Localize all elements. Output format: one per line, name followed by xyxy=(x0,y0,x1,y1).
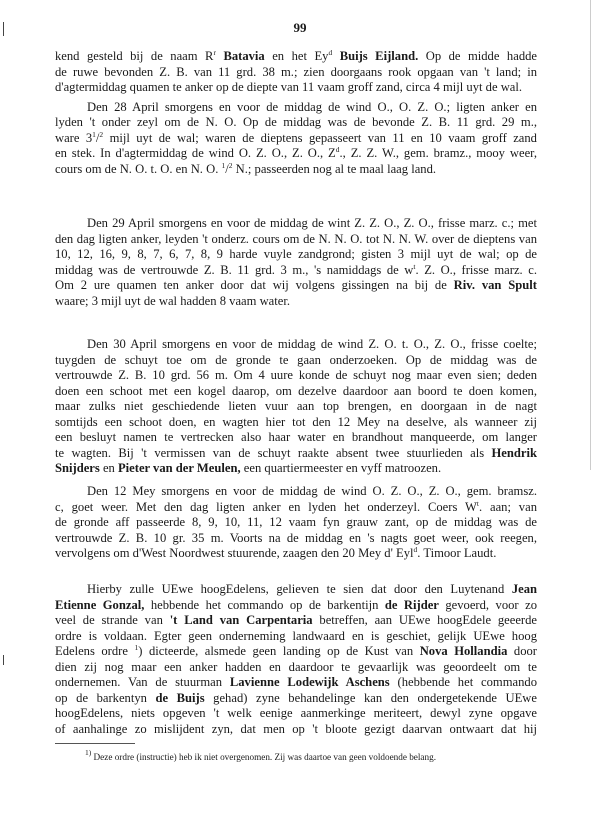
text-run: c, goet weer. Met den dag ligten anker en lyden het onderzeyl. Coers W xyxy=(55,499,477,514)
text-run: en het Ey xyxy=(264,49,329,63)
text-run: veel de strande van xyxy=(55,613,170,627)
text-line xyxy=(55,515,537,531)
text-line xyxy=(55,582,537,598)
text-line xyxy=(55,247,537,263)
bold-name: Etienne Gonzal, xyxy=(55,597,145,612)
text-line xyxy=(55,115,537,131)
text-run: een quartiermeester en vyff matroozen. xyxy=(240,461,442,475)
text-line xyxy=(55,706,537,722)
text-line xyxy=(55,461,537,477)
text-line xyxy=(55,722,537,738)
footnote-text: Deze ordre (instructie) heb ik niet overgenomen. Zij was daartoe van geen voldoende belang. xyxy=(91,752,436,762)
footnote-marker: 1) xyxy=(85,748,92,757)
bold-name: de Buijs xyxy=(155,690,205,705)
text-line xyxy=(55,294,537,310)
text-run: doen een schoot met een kogel daarop, om dezelve daardoor aan boord te doen komen, xyxy=(55,383,537,398)
text-run: waare; 3 mijl uyt de wal hadden 8 vaam water. xyxy=(55,293,291,308)
text-line xyxy=(55,131,537,147)
bold-name: Hendrik xyxy=(491,445,537,460)
text-run: Den 12 Mey smorgens en voor de middag de wind O. Z. O., Z. O., gem. bramsz. xyxy=(87,484,537,498)
text-line xyxy=(55,613,537,629)
text-line xyxy=(55,399,537,415)
text-line xyxy=(55,278,537,294)
text-run: N.; passeerden nog al te maal laag land. xyxy=(232,161,437,176)
text-run: . aan; van xyxy=(478,499,537,514)
text-line xyxy=(55,430,537,446)
text-run: te wagten. Bij 't vermissen van de schuyt raakte absent twee stuurlieden als xyxy=(55,445,492,460)
text-line xyxy=(55,80,537,96)
paragraph xyxy=(55,49,537,96)
text-line xyxy=(55,368,537,384)
text-line xyxy=(55,500,537,516)
text-run: Edelens ordre xyxy=(55,644,135,658)
bold-name: Jean xyxy=(511,582,537,596)
text-run: . Z. O., frisse marz. c. xyxy=(415,262,537,277)
text-run xyxy=(332,49,340,63)
text-run: cours om de N. O. t. O. en N. O. xyxy=(55,161,222,176)
text-run: en xyxy=(99,461,118,475)
text-run: vertrouwde Z. B. 10 grd. 56 m. Om 4 uure konde de schuyt nog maar even sien; deden xyxy=(55,368,537,382)
scan-mark xyxy=(3,655,4,665)
text-run: den dag ligten anker, leyden 't onderz. cours om de N. N. O. tot N. N. W. over de dieptens van xyxy=(55,231,537,246)
text-run: Om 2 ure quamen ten anker door dat wij volgens gissingen na bij de xyxy=(55,278,454,292)
text-run: Den 28 April smorgens en voor de middag de wind O., O. Z. O.; ligten anker en xyxy=(87,99,537,114)
bold-name: 't Land van Carpentaria xyxy=(169,613,313,627)
text-run: ) dicteerde, alsmede geen landing op de Kust van xyxy=(138,644,420,658)
bold-name: Riv. van Spult xyxy=(453,278,537,292)
footnote xyxy=(85,748,436,762)
text-run: of aanhalinge zo mislijdent zyn, dat men op 't bloote gezigt daarvan ontwaart dat hij xyxy=(55,721,537,736)
superscript: 1 xyxy=(92,129,96,139)
text-run: maar zulks niet geschiedende lieten vuur aan top brengen, en doorgaan in de nagt xyxy=(55,399,537,413)
text-run: op de barkentyn xyxy=(55,690,156,705)
text-run: gehad) zyne behandelinge kan den ondergetekende UEwe xyxy=(204,690,537,705)
bold-name: Snijders xyxy=(55,461,100,475)
text-line xyxy=(55,263,537,279)
text-line xyxy=(55,691,537,707)
text-line xyxy=(55,598,537,614)
text-run: de ruwe bevonden Z. B. van 11 grd. 38 m.; zien doorgaans rook opgaan van 't land; in xyxy=(55,64,537,79)
text-run: ware 3 xyxy=(55,130,93,145)
text-run: Hierby zulle UEwe hoogEdelens, gelieven te sien dat door den Luytenand xyxy=(87,582,512,596)
paragraph xyxy=(55,216,537,309)
text-run: / xyxy=(95,130,100,145)
text-run: vervolgens om d'West Noordwest stuurende, zaagen den 20 Mey d' Eyl xyxy=(55,546,414,560)
superscript: d xyxy=(413,545,418,554)
text-line xyxy=(55,162,537,178)
text-line xyxy=(55,531,537,547)
text-line xyxy=(55,353,537,369)
text-line xyxy=(55,446,537,462)
text-run: ondernemen. Van de stuurman xyxy=(55,675,230,689)
bold-name: de Rijder xyxy=(384,597,439,612)
paragraph xyxy=(55,582,537,737)
text-run: lyden 't onder zeyl om de N. O. Op de middag was de bevonde Z. B. 11 grd. 29 m., xyxy=(55,115,537,129)
text-line xyxy=(55,484,537,500)
text-run: (hebbende het commando xyxy=(389,675,537,689)
text-run: tuygden de schuyt toe om de gronde te gaan onderzoeken. Op de middag was de xyxy=(55,352,537,367)
text-run: vertrouwde Z. B. 10 gr. 35 m. Voorts na de middag en 's nagts goet weer, ook reegen, xyxy=(55,530,537,545)
paragraph xyxy=(55,100,537,178)
text-run: dien zij nog maar een anker hadden en daardoor te gevaarlijk was geoordeelt om te xyxy=(55,659,537,674)
text-run: en stek. In d'agtermiddag de wind O. Z. O., Z. O., Z xyxy=(55,146,336,160)
text-run: / xyxy=(225,161,229,176)
text-run: Den 30 April smorgens en voor de middag de wind Z. O. t. O., Z. O., frisse coelte; xyxy=(87,337,537,351)
text-line xyxy=(55,660,537,676)
text-run: kend gesteld bij de naam R xyxy=(55,49,214,63)
text-run: door xyxy=(507,644,537,658)
superscript: d xyxy=(335,145,340,154)
text-line xyxy=(55,216,537,232)
text-line xyxy=(55,146,537,162)
footnote-rule xyxy=(55,743,135,744)
bold-name: Buijs Eijland. xyxy=(339,49,419,63)
superscript: 1 xyxy=(134,643,139,652)
superscript: 2 xyxy=(228,160,233,170)
text-line xyxy=(55,337,537,353)
bold-name: Pieter van der Meulen, xyxy=(117,461,241,475)
superscript: r xyxy=(213,48,216,57)
text-run: hebbende het commando op de barkentijn xyxy=(144,597,385,612)
text-run: somtijds een schoot doen, en wagten hier tot den 12 Mey na deselve, als wanneer zij xyxy=(55,414,537,429)
text-run: een besluyt namen te vertrecken also haar water en brandhout manqueerde, om langer xyxy=(55,430,537,444)
paragraph xyxy=(55,337,537,477)
text-line xyxy=(55,546,537,562)
text-line xyxy=(55,232,537,248)
text-run: Den 29 April smorgens en voor de middag de wint Z. Z. O., Z. O., frisse marz. c.; met xyxy=(87,216,537,230)
superscript: d xyxy=(328,48,333,57)
text-run: gevoerd, voor zo xyxy=(438,597,537,612)
text-line xyxy=(55,65,537,81)
text-run: ordre is voldaan. Egter geen onderneming landwaard en is geschiet, gelijk UEwe hoog xyxy=(55,628,537,643)
superscript: t xyxy=(476,498,479,508)
text-line xyxy=(55,644,537,660)
text-line xyxy=(55,100,537,116)
text-run: ., Z. Z. W., gem. bramz., mooy weer, xyxy=(339,146,537,160)
paragraph xyxy=(55,484,537,562)
text-line xyxy=(55,629,537,645)
text-run: mijl uyt de wal; waren de dieptens gepasseert van 11 en 10 vaam groff zand xyxy=(103,130,537,145)
text-run: 10, 12, 16, 9, 8, 7, 6, 7, 8, 9 harde vuyle zandgrond; gisten 3 mijl uyt de wal; op de xyxy=(55,247,537,261)
text-line xyxy=(55,675,537,691)
text-run: hoogEdelens, niets opgeven 't welk eenige aanmerkinge meriteert, dewyl zyne opgave xyxy=(55,706,537,720)
text-run: middag was de vertrouwde Z. B. 11 grd. 3 m., 's namiddags de w xyxy=(55,262,414,277)
text-run: de gronde aff passeerde 8, 9, 10, 11, 12 vaam fyn grauw zant, op de middag was de xyxy=(55,515,537,529)
bold-name: Lavienne Lodewijk Aschens xyxy=(229,675,390,689)
scan-edge xyxy=(590,0,591,470)
text-run: Op de midde hadde xyxy=(418,49,538,63)
page-number: 99 xyxy=(293,20,307,35)
bold-name: Nova Hollandia xyxy=(419,644,508,658)
bold-name: Batavia xyxy=(223,49,265,63)
text-line xyxy=(55,384,537,400)
superscript: 2 xyxy=(99,129,104,139)
text-run: d'agtermiddag quamen te anker op de diepte van 11 vaam groff zand, circa 4 mijl uyt de wal. xyxy=(55,80,523,94)
superscript: 1 xyxy=(221,160,226,170)
superscript: t xyxy=(413,261,416,271)
text-line xyxy=(55,415,537,431)
text-line xyxy=(55,49,537,65)
text-run: betreffen, aan UEwe hoogEdele geeerde xyxy=(312,613,537,627)
text-run: . Timoor Laudt. xyxy=(417,546,497,560)
